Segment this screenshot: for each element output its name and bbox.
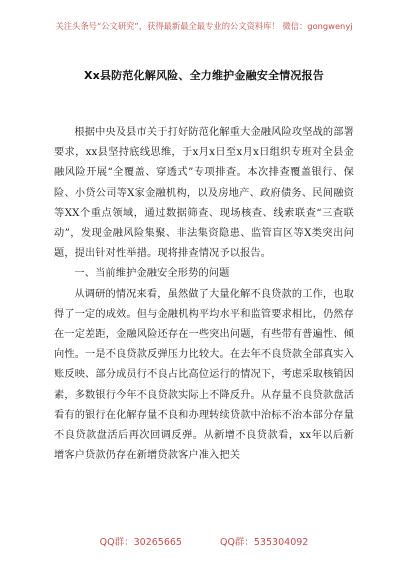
promo-banner: 关注头条号“公文研究”，获得最新最全最专业的公文资料库！ 微信：gongwenyj (55, 21, 353, 31)
intro-paragraph: 根据中央及县市关于打好防范化解重大金融风险攻坚战的部署要求，xx县坚持底线思维，于x月x日至x月x日组织专班对全县金融风险开展“全覆盖、穿透式”专项排查。本次排查覆盖银行、保险、小贷公司等X家金融机构，以及房地产、政府债务、民间融资等XX个重点领域，通过数据筛查、现场核查、线索联查“三查联动”，发现金融风险集聚、非法集资隐患、监管盲区等X类突出问题，提出针对性举措。现将排查情况予以报告。 (54, 127, 354, 260)
section-heading: 一、当前维护金融安全形势的问题 (74, 268, 230, 280)
qq-group-1: QQ群：30265665 (99, 537, 182, 548)
qq-footer (0, 534, 408, 548)
document-title: Xx县防范化解风险、全力维护金融安全情况报告 (84, 69, 324, 82)
body-paragraph: 从调研的情况来看，虽然做了大量化解不良贷款的工作，也取得了一定的成效。但与金融机构平均水平和监管要求相比，仍然存在一定差距，金融风险还存在一些突出问题，有些带有普遍性、倾向性。一是不良贷款反弹压力比较大。在去年不良贷款全部真实入账反映、部分成员行不良占比高位运行的情况下，考虑采取核销因素，多数银行今年不良贷款实际上不降反升。从存量不良贷款盘活看有的银行在化解存量不良和办理转续贷款中治标不治本部分存量不良贷款盘活后再次回调反弹。从新增不良贷款看，xx年以后新增客户贷款仍存在新增贷款客户准入把关 (54, 288, 354, 462)
qq-group-2: QQ群：535304092 (219, 537, 309, 548)
document-body (54, 123, 354, 466)
